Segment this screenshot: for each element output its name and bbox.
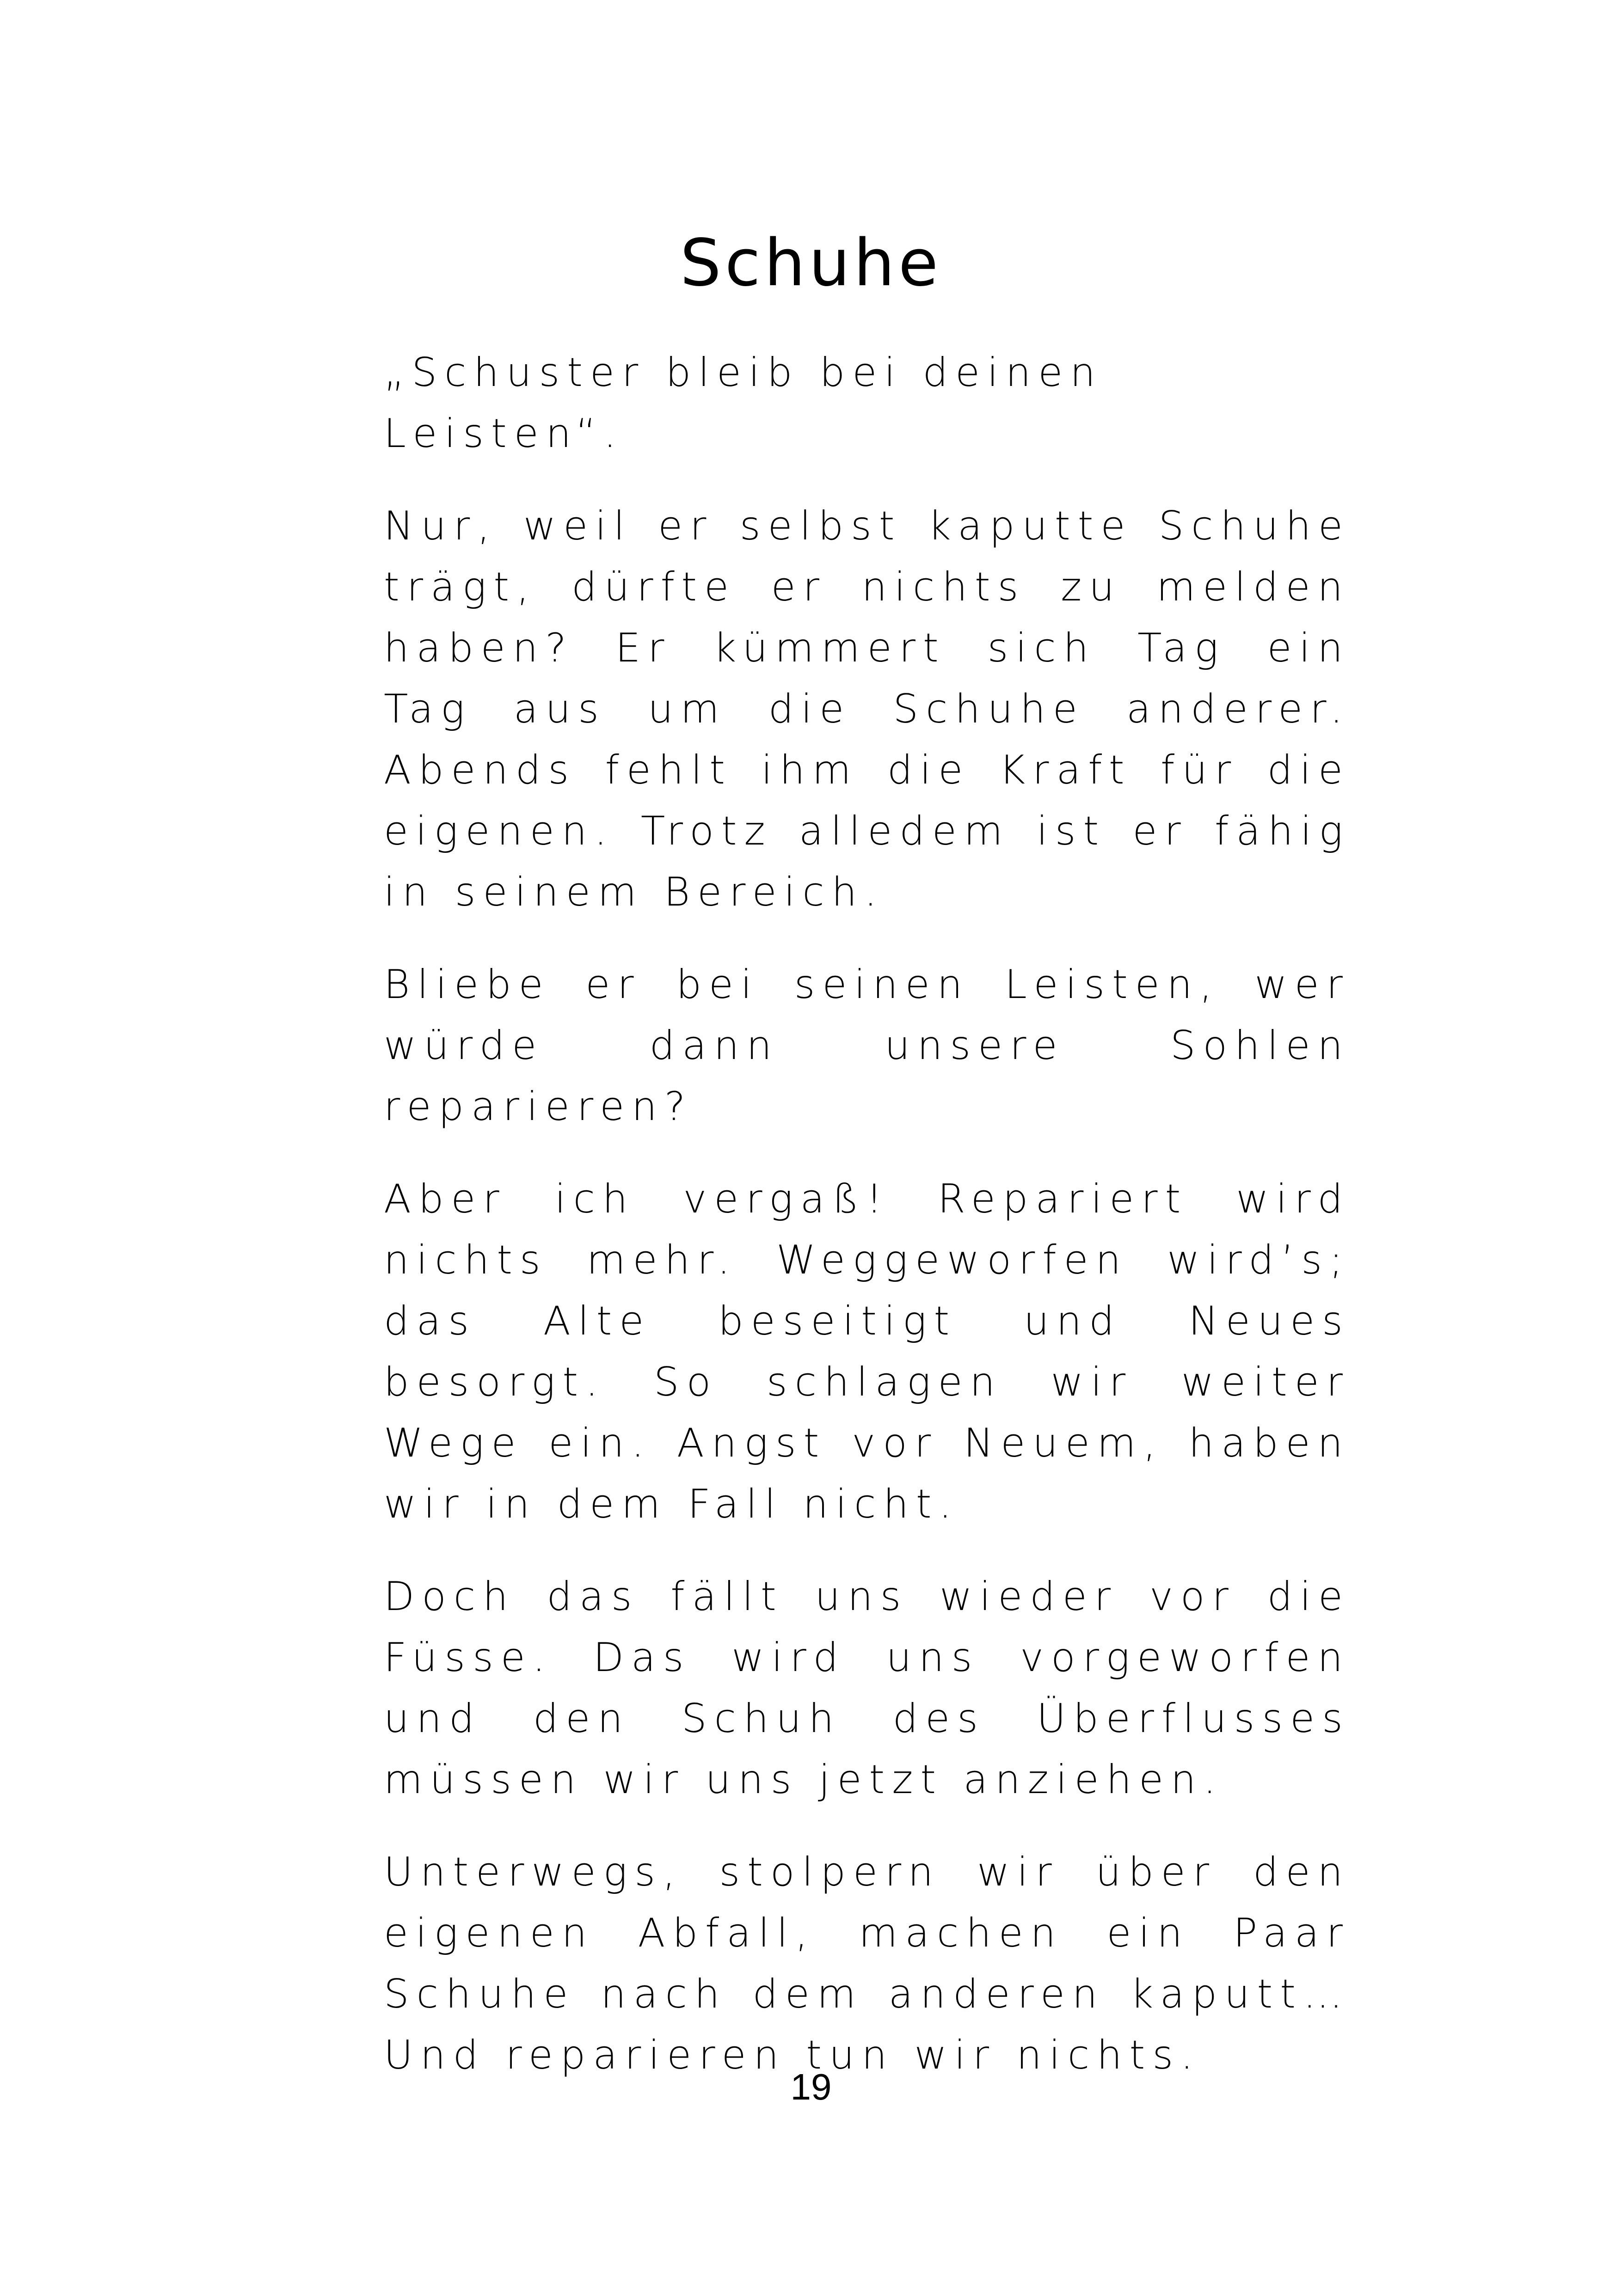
paragraph: Nur, weil er selbst kaputte Schuhe trägt, dürfte er nichts zu melden haben? Er kümmert sich Tag ein Tag aus um die Schuhe anderer. Abends fehlt ihm die Kraft für die eigenen. Trotz alledem ist er fähig in seinem Bereich. [384,503,1350,915]
paragraph: Doch das fällt uns wieder vor die Füsse. Das wird uns vorgeworfen und den Schuh des Überflusses müssen wir uns jetzt anziehen. [384,1574,1350,1803]
epigraph-paragraph: „Schuster bleib bei deinen Leisten“. [384,349,1103,457]
page-title: Schuhe [680,226,942,301]
paragraph: Bliebe er bei seinen Leisten, wer würde dann unsere Sohlen reparieren? [384,961,1350,1130]
page-number: 19 [790,2066,832,2107]
body-text [384,342,1350,2117]
paragraph: Aber ich vergaß! Repariert wird nichts mehr. Weggeworfen wird’s; das Alte beseitigt und Neues besorgt. So schlagen wir weiter Wege ein. Angst vor Neuem, haben wir in dem Fall nicht. [384,1176,1350,1527]
paragraph: Unterwegs, stolpern wir über den eigenen Abfall, machen ein Paar Schuhe nach dem anderen kaputt… Und reparieren tun wir nichts. [384,1849,1350,2078]
